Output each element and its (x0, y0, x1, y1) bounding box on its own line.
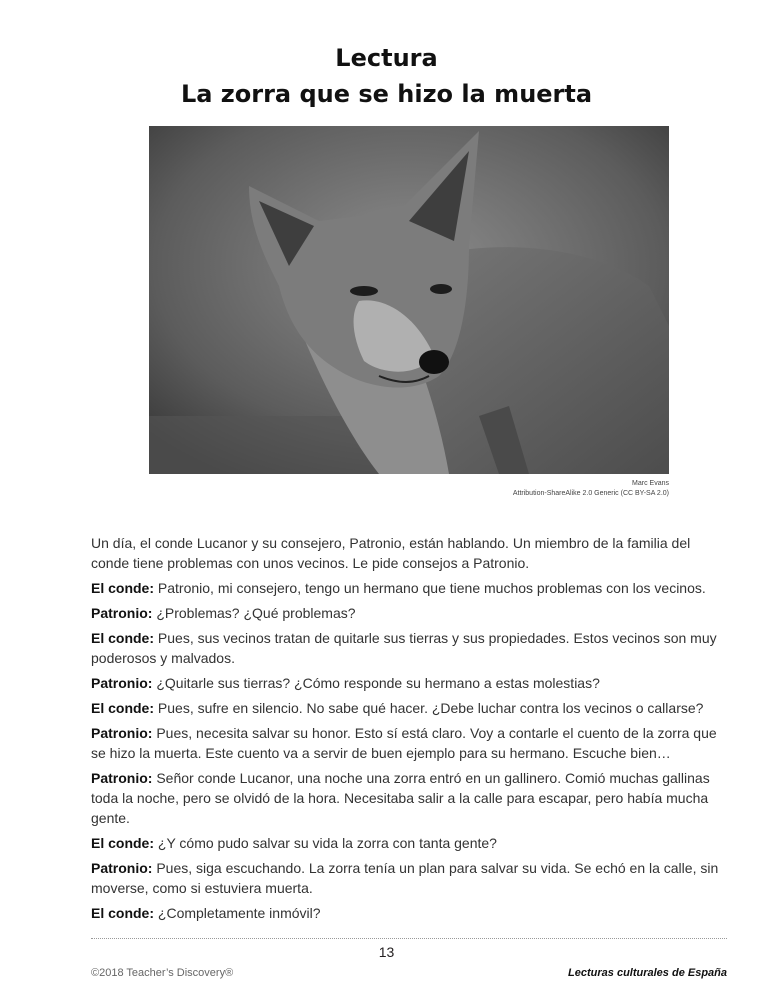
dialogue-line (91, 603, 731, 623)
speaker-label: Patronio: (91, 675, 153, 691)
dialogue-line (91, 858, 731, 898)
dialogue-line (91, 903, 731, 923)
dialogue-line (91, 768, 731, 828)
fox-photo (149, 126, 669, 474)
photo-credit-author: Marc Evans (632, 480, 669, 487)
dialogue-line (91, 723, 731, 763)
dialogue-text: ¿Quitarle sus tierras? ¿Cómo responde su hermano a estas molestias? (152, 675, 600, 691)
speaker-label: El conde: (91, 630, 155, 646)
page-number: 13 (378, 944, 395, 960)
speaker-label: Patronio: (91, 860, 153, 876)
speaker-label: Patronio: (91, 770, 153, 786)
intro-paragraph: Un día, el conde Lucanor y su consejero, Patronio, están hablando. Un miembro de la familia del conde tiene problemas con unos vecinos. Le pide consejos a Patronio. (91, 535, 691, 571)
story-title: La zorra que se hizo la muerta (180, 80, 593, 108)
dialogue-line (91, 833, 731, 853)
dialogue-text: Pues, siga escuchando. La zorra tenía un plan para salvar su vida. Se echó en la calle, sin moverse, como si estuviera muerta. (91, 860, 719, 896)
book-title: Lecturas culturales de España (568, 967, 727, 979)
photo-credit-license: Attribution-ShareAlike 2.0 Generic (CC BY-SA 2.0) (512, 490, 669, 497)
speaker-label: Patronio: (91, 725, 153, 741)
dialogue-line (91, 578, 731, 598)
dialogue-line (91, 673, 731, 693)
page-title: Lectura (335, 44, 438, 72)
speaker-label: El conde: (91, 580, 155, 596)
copyright-notice: ©2018 Teacher’s Discovery® (91, 967, 234, 979)
fox-illustration (149, 126, 669, 474)
speaker-label: El conde: (91, 905, 155, 921)
dialogue-text: ¿Y cómo pudo salvar su vida la zorra con tanta gente? (154, 835, 497, 851)
dialogue-text: Pues, sus vecinos tratan de quitarle sus tierras y sus propiedades. Estos vecinos son muy poderosos y malvados. (91, 630, 717, 666)
dialogue-text: ¿Completamente inmóvil? (154, 905, 321, 921)
dialogue-text: ¿Problemas? ¿Qué problemas? (152, 605, 356, 621)
speaker-label: El conde: (91, 700, 155, 716)
dialogue-text: Patronio, mi consejero, tengo un hermano que tiene muchos problemas con los vecinos. (154, 580, 706, 596)
dialogue-text: Pues, necesita salvar su honor. Esto sí está claro. Voy a contarle el cuento de la zorra que se hizo la muerta. Este cuento va a servir de buen ejemplo para su hermano. Escuche bien… (91, 725, 717, 761)
dialogue-line (91, 628, 731, 668)
dialogue-text: Señor conde Lucanor, una noche una zorra entró en un gallinero. Comió muchas gallinas toda la noche, pero se olvidó de la hora. Necesitaba salir a la calle para escapar, pero había mucha gente. (91, 770, 710, 826)
dialogue-text: Pues, sufre en silencio. No sabe qué hacer. ¿Debe luchar contra los vecinos o callarse? (154, 700, 704, 716)
reading-text (91, 533, 731, 928)
speaker-label: Patronio: (91, 605, 153, 621)
footer-divider (91, 938, 727, 939)
speaker-label: El conde: (91, 835, 155, 851)
dialogue-line (91, 698, 731, 718)
